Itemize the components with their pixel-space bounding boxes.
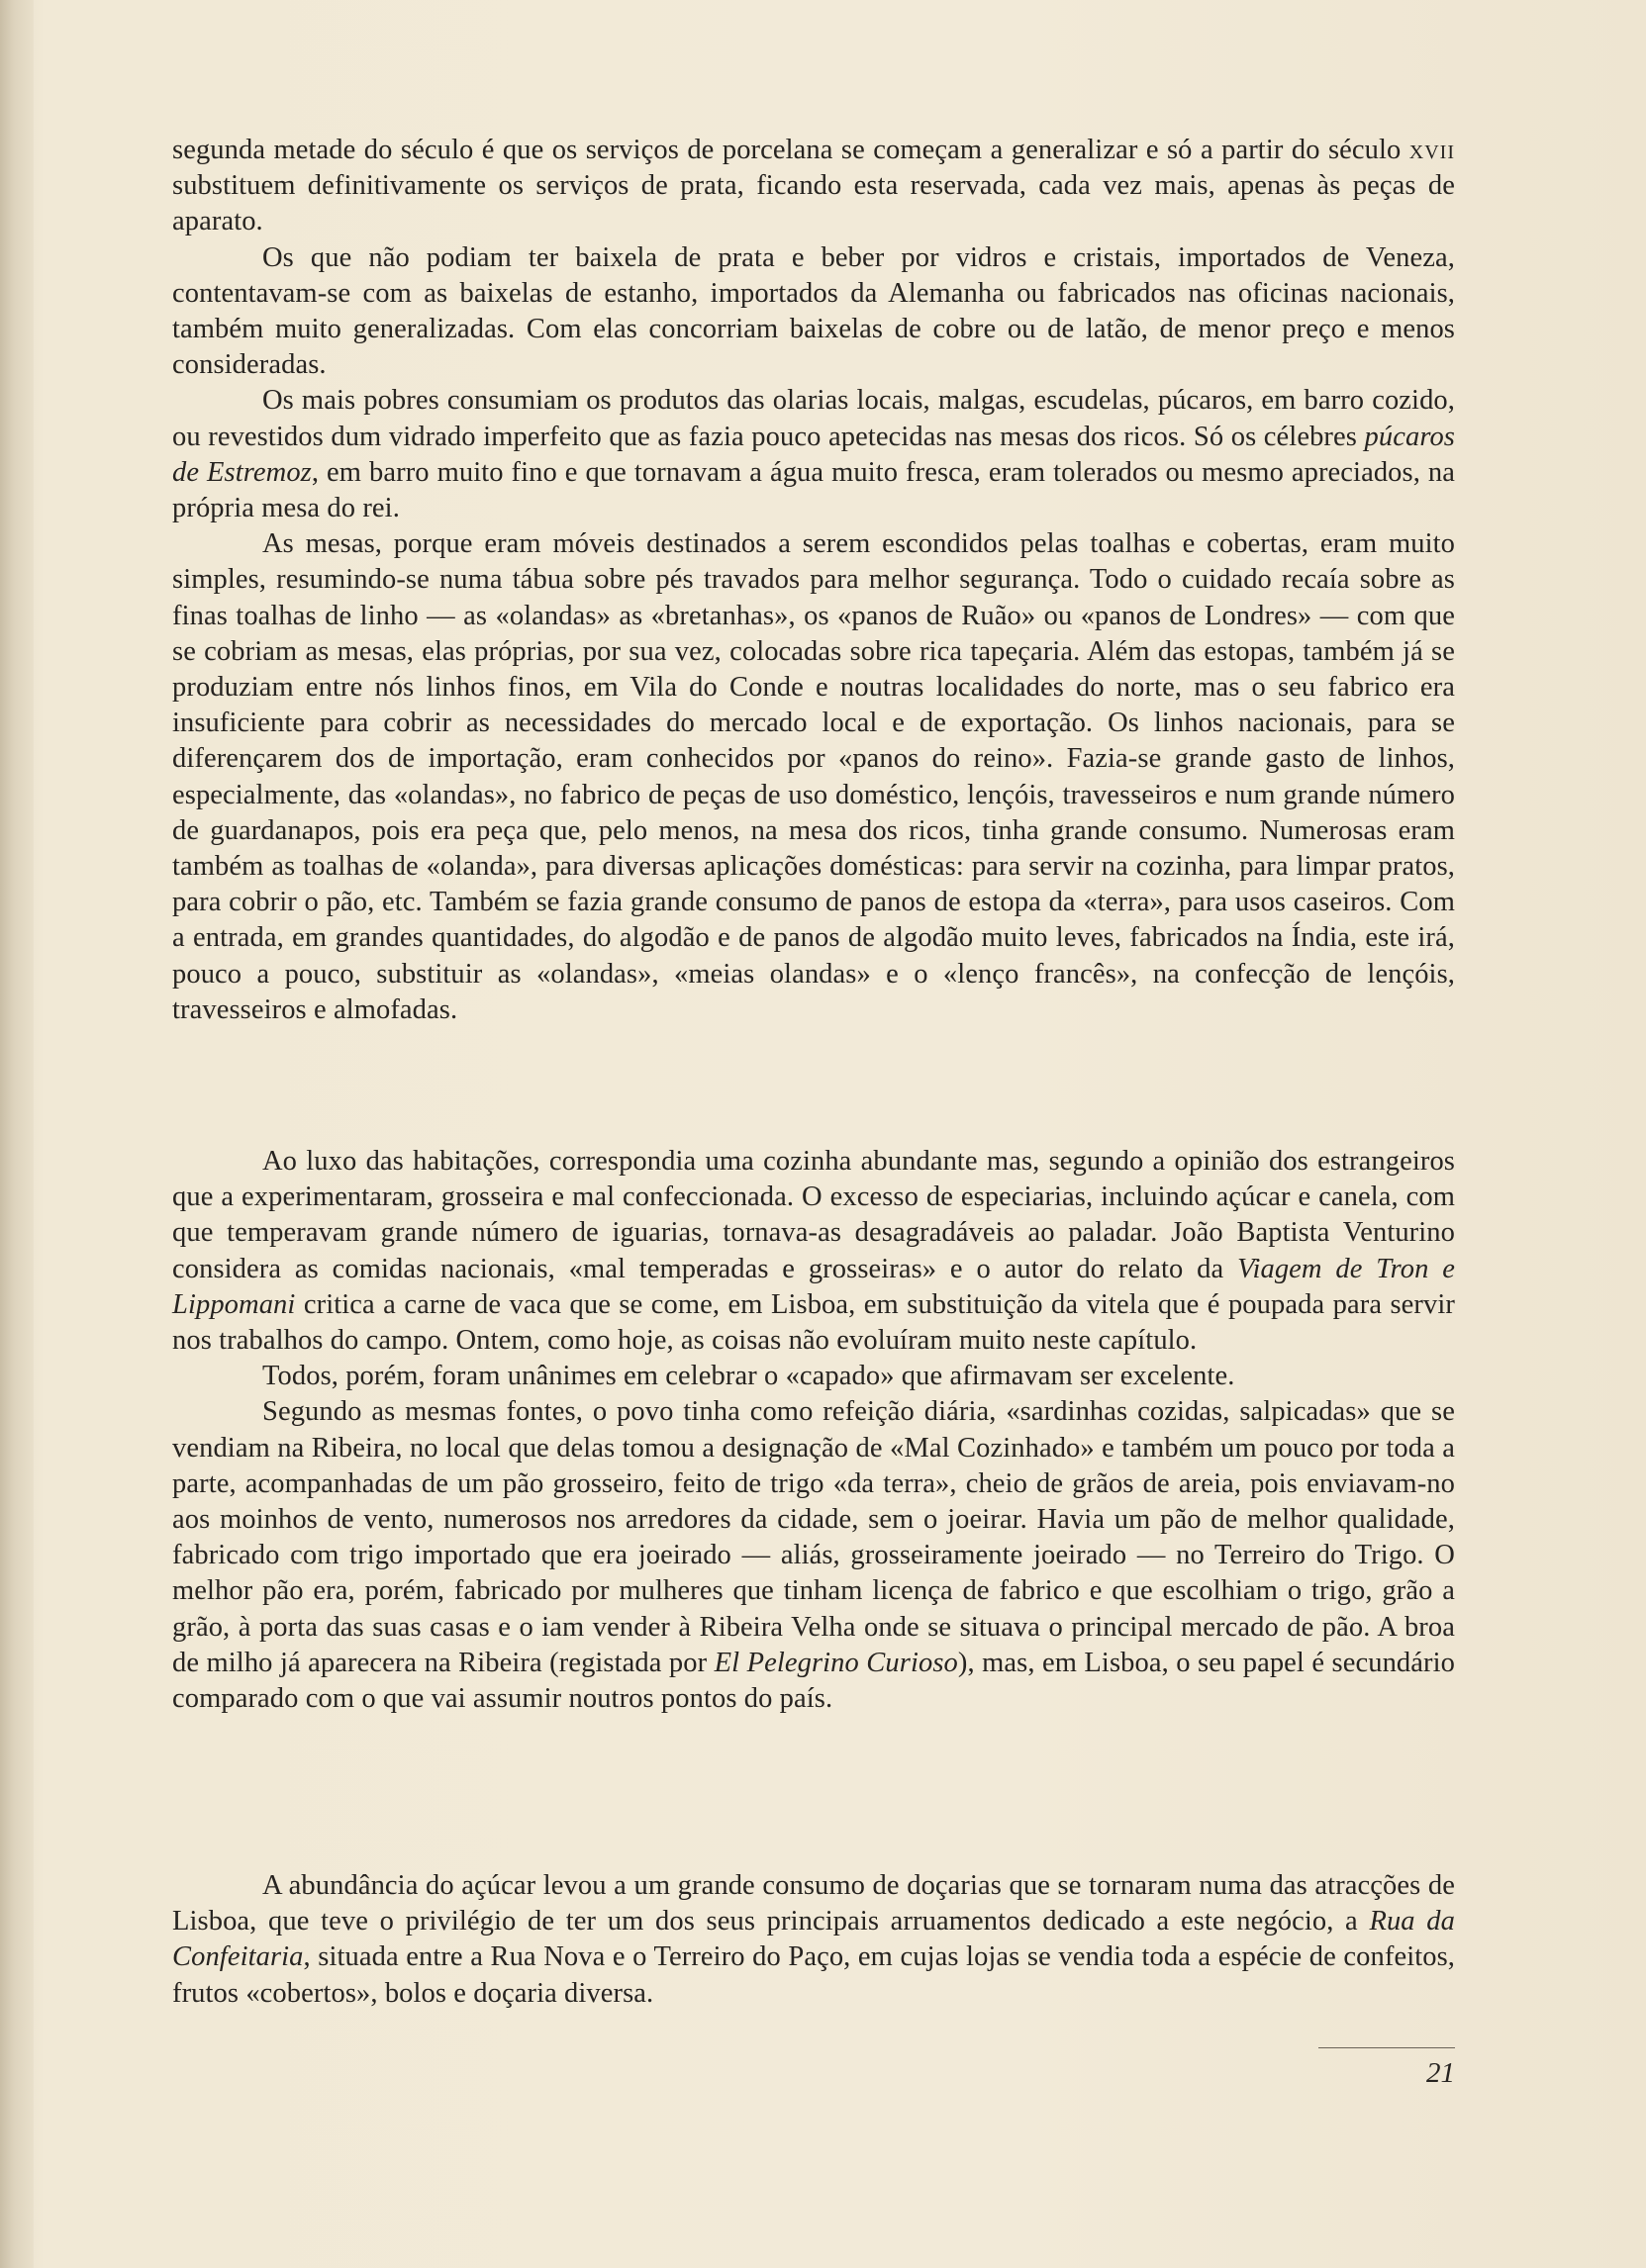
- paragraph-text: A abundância do açúcar levou a um grande consumo de doçarias que se tornaram numa das atracções de Lisboa, que teve o privilégio de ter um dos seus principais arruamentos dedicado a este negócio, a: [172, 1870, 1455, 1937]
- footer-rule: [1318, 2047, 1455, 2048]
- italic-title: El Pelegrino Curioso: [714, 1647, 958, 1678]
- paragraph-capado: Todos, porém, foram unânimes em celebrar o «capado» que afirmavam ser excelente.: [262, 1361, 1235, 1392]
- paragraph-bread: [172, 1394, 1455, 1717]
- paragraph-porcelain: [172, 133, 1455, 240]
- paragraph-pewter: Os que não podiam ter baixela de prata e beber por vidros e cristais, importados de Veneza, contentavam-se com as baixelas de estanho, importados da Alemanha ou fabricados nas oficinas nacionais, também muito generalizadas. Com elas concorriam baixelas de cobre ou de latão, de menor preço e menos consideradas.: [172, 241, 1455, 381]
- paragraph-text: segunda metade do século é que os serviços de porcelana se começam a generalizar e só a partir do século: [172, 135, 1409, 165]
- text-section-tableware: [172, 133, 1455, 1028]
- paragraph-text: Segundo as mesmas fontes, o povo tinha como refeição diária, «sardinhas cozidas, salpicadas» que se vendiam na Ribeira, no local que delas tomou a designação de «Mal Cozinhado» e também um pouco por toda a parte, acompanhadas de um pão grosseiro, feito de trigo «da terra», cheio de grãos de areia, pois enviavam-no aos moinhos de vento, numerosos nos arredores da cidade, sem o joeirar. Havia um pão de melhor qualidade, fabricado com trigo importado que era joeirado — aliás, grosseiramente joeirado — no Terreiro do Trigo. O melhor pão era, porém, fabricado por mulheres que tinham licença de fabrico e que escolhiam o trigo, grão a grão, à porta das suas casas e o iam vender à Ribeira Velha onde se situava o principal mercado de pão. A broa de milho já aparecera na Ribeira (registada por: [172, 1396, 1455, 1678]
- italic-title: Viagem de Tron e Lippomani: [172, 1253, 1456, 1320]
- italic-term: púcaros de Estremoz: [172, 421, 1455, 488]
- paragraph-text: substituem definitivamente os serviços de prata, ficando esta reservada, cada vez mais, apenas às peças de aparato.: [172, 170, 1455, 237]
- text-section-cuisine: [172, 1144, 1455, 1717]
- paragraph-text: , em barro muito fino e que tornavam a água muito fresca, eram tolerados ou mesmo apreciados, na própria mesa do rei.: [172, 456, 1455, 524]
- text-section-sweets: [172, 1868, 1455, 2012]
- paragraph-text: Os mais pobres consumiam os produtos das olarias locais, malgas, escudelas, púcaros, em barro cozido, ou revestidos dum vidrado imperfeito que as fazia pouco apetecidas nas mesas dos ricos. Só os célebres: [172, 385, 1455, 452]
- paragraph-text: Ao luxo das habitações, correspondia uma cozinha abundante mas, segundo a opinião dos estrangeiros que a experimentaram, grosseira e mal confeccionada. O excesso de especiarias, incluindo açúcar e canela, com que temperavam grande número de iguarias, tornava-as desagradáveis ao paladar. João Baptista Venturino considera as comidas nacionais, «mal temperadas e grosseiras» e o autor do relato da: [172, 1146, 1455, 1284]
- paragraph-confectionery: [172, 1868, 1455, 2012]
- page-binding-edge: [0, 0, 34, 2268]
- paragraph-text: ), mas, em Lisboa, o seu papel é secundário comparado com o que vai assumir noutros pontos do país.: [172, 1647, 1455, 1715]
- page-number: 21: [1426, 2057, 1455, 2089]
- paragraph-cuisine: [172, 1144, 1455, 1359]
- century-numeral: xvii: [1408, 135, 1455, 165]
- paragraph-tables-linen: As mesas, porque eram móveis destinados a serem escondidos pelas toalhas e cobertas, eram muito simples, resumindo-se numa tábua sobre pés travados para melhor segurança. Todo o cuidado recaía sobre as finas toalhas de linho — as «olandas» as «bretanhas», os «panos de Ruão» ou «panos de Londres» — com que se cobriam as mesas, elas próprias, por sua vez, colocadas sobre rica tapeçaria. Além das estopas, também já se produziam entre nós linhos finos, em Vila do Conde e noutras localidades do norte, mas o seu fabrico era insuficiente para cobrir as necessidades do mercado local e de exportação. Os linhos nacionais, para se diferençarem dos de importação, eram conhecidos por «panos do reino». Fazia-se grande gasto de linhos, especialmente, das «olandas», no fabrico de peças de uso doméstico, lençóis, travesseiros e num grande número de guardanapos, pois era peça que, pelo menos, na mesa dos ricos, tinha grande consumo. Numerosas eram também as toalhas de «olanda», para diversas aplicações domésticas: para servir na cozinha, para limpar pratos, para cobrir o pão, etc. Também se fazia grande consumo de panos de estopa da «terra», para usos caseiros. Com a entrada, em grandes quantidades, do algodão e de panos de algodão muito leves, fabricados na Índia, este irá, pouco a pouco, substituir as «olandas», «meias olandas» e o «lenço francês», na confecção de lençóis, travesseiros e almofadas.: [172, 528, 1455, 1025]
- paragraph-text: critica a carne de vaca que se come, em Lisboa, em substituição da vitela que é poupada para servir nos trabalhos do campo. Ontem, como hoje, as coisas não evoluíram muito neste capítulo.: [172, 1288, 1455, 1357]
- paragraph-text: , situada entre a Rua Nova e o Terreiro do Paço, em cujas lojas se vendia toda a espécie de confeitos, frutos «cobertos», bolos e doçaria diversa.: [172, 1941, 1455, 2009]
- paragraph-pottery: [172, 383, 1455, 526]
- italic-street-name: Rua da Confeitaria: [172, 1906, 1455, 1973]
